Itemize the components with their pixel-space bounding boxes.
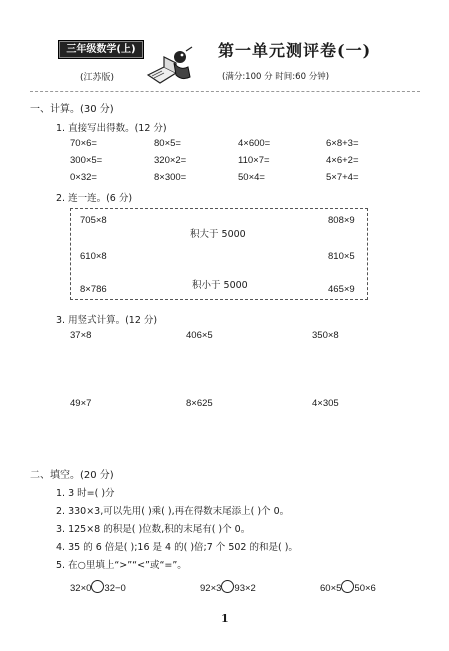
calc-item: 50×4= <box>238 172 265 183</box>
match-right-item: 465×9 <box>328 284 355 295</box>
compare-item <box>70 580 126 594</box>
header-divider <box>30 91 420 92</box>
student-reading-illustration-icon <box>146 45 194 87</box>
fill-question: 1. 3 时=( )分 <box>56 488 115 499</box>
calc-item: 300×5= <box>70 155 103 166</box>
exam-title: 第一单元测评卷(一) <box>218 41 372 60</box>
vertical-calc-item: 49×7 <box>70 398 92 409</box>
match-left-item: 705×8 <box>80 215 107 226</box>
compare-circle-icon[interactable] <box>341 580 354 593</box>
compare-left: 32×0 <box>70 583 92 594</box>
compare-left: 60×5 <box>320 583 342 594</box>
calc-item: 4×6+2= <box>326 155 359 166</box>
match-center-label: 积大于 5000 <box>190 229 246 240</box>
grade-badge: 三年级数学(上) <box>58 40 144 59</box>
calc-item: 320×2= <box>154 155 187 166</box>
compare-item <box>200 580 256 594</box>
page-number: 1 <box>221 612 229 625</box>
fill-question: 5. 在○里填上“>”“<”或“=”。 <box>56 560 187 571</box>
q3-title: 3. 用竖式计算。(12 分) <box>56 315 158 326</box>
vertical-calc-item: 4×305 <box>312 398 339 409</box>
compare-item <box>320 580 376 594</box>
match-right-item: 810×5 <box>328 251 355 262</box>
calc-item: 110×7= <box>238 155 270 166</box>
calc-item: 4×600= <box>238 138 271 149</box>
vertical-calc-item: 406×5 <box>186 330 213 341</box>
match-left-item: 8×786 <box>80 284 107 295</box>
calc-item: 0×32= <box>70 172 97 183</box>
compare-right: 32−0 <box>104 583 126 594</box>
q2-title: 2. 连一连。(6 分) <box>56 193 133 204</box>
compare-right: 50×6 <box>354 583 376 594</box>
calc-item: 5×7+4= <box>326 172 359 183</box>
vertical-calc-item: 37×8 <box>70 330 92 341</box>
exam-score-time: (满分:100 分 时间:60 分钟) <box>222 72 330 82</box>
vertical-calc-item: 8×625 <box>186 398 213 409</box>
match-center-label: 积小于 5000 <box>192 280 248 291</box>
fill-question: 3. 125×8 的积是( )位数,积的末尾有( )个 0。 <box>56 524 251 535</box>
vertical-calc-item: 350×8 <box>312 330 339 341</box>
fill-question: 4. 35 的 6 倍是( );16 是 4 的( )倍;7 个 502 的和是( )。 <box>56 542 298 553</box>
compare-circle-icon[interactable] <box>221 580 234 593</box>
match-left-item: 610×8 <box>80 251 107 262</box>
calc-item: 8×300= <box>154 172 187 183</box>
calc-item: 6×8+3= <box>326 138 359 149</box>
edition-label: (江苏版) <box>80 73 115 83</box>
compare-left: 92×3 <box>200 583 222 594</box>
fill-question: 2. 330×3,可以先用( )乘( ),再在得数末尾添上( )个 0。 <box>56 506 290 517</box>
match-right-item: 808×9 <box>328 215 355 226</box>
compare-circle-icon[interactable] <box>91 580 104 593</box>
calc-item: 80×5= <box>154 138 181 149</box>
section-2-title: 二、填空。(20 分) <box>30 470 114 481</box>
calc-item: 70×6= <box>70 138 97 149</box>
section-1-title: 一、计算。(30 分) <box>30 104 114 115</box>
q1-title: 1. 直接写出得数。(12 分) <box>56 123 167 134</box>
compare-right: 93×2 <box>234 583 256 594</box>
